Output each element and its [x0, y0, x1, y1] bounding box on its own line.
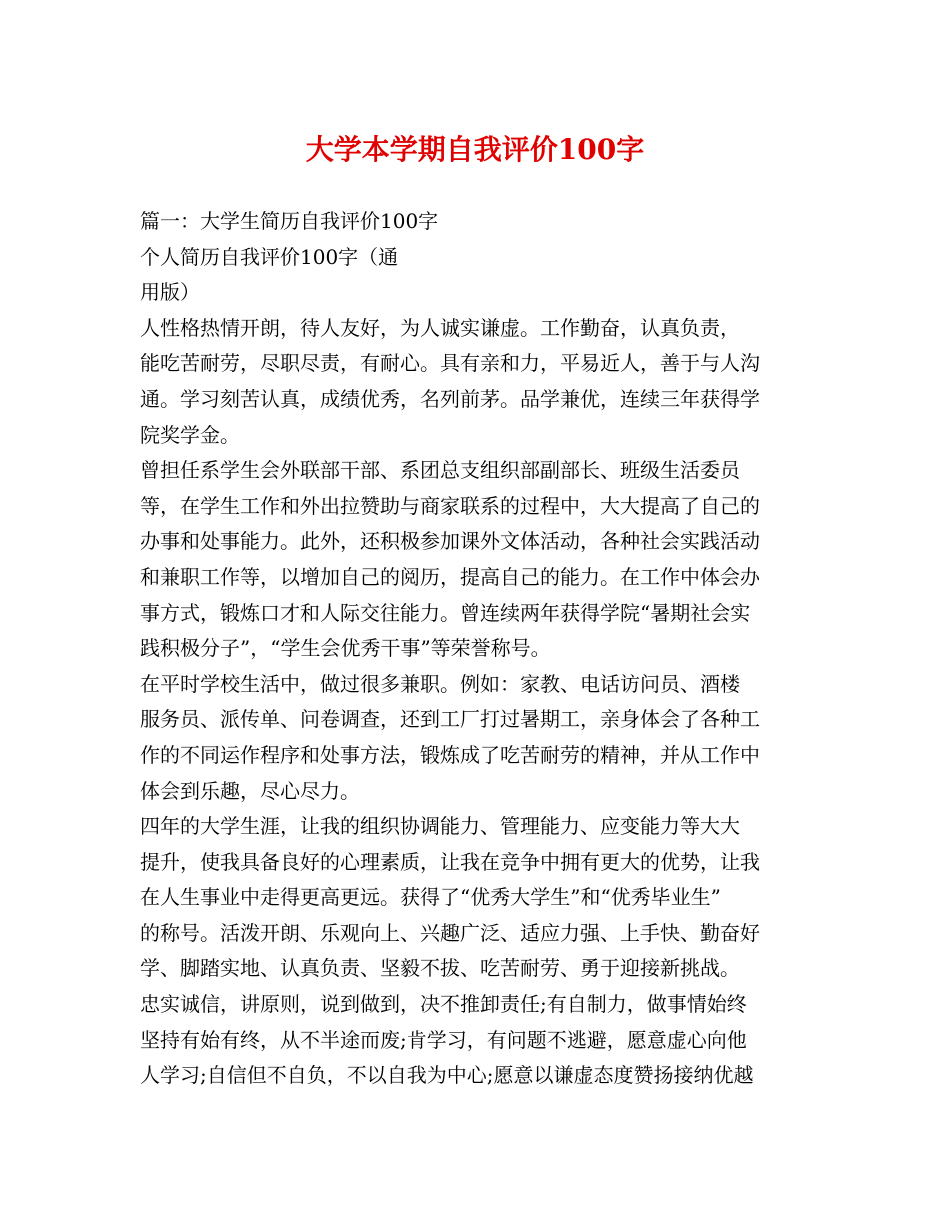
paragraph-line: 体会到乐趣，尽心尽力。 [140, 778, 360, 803]
paragraph-line: 人学习;自信但不自负，不以自我为中心;愿意以谦虚态度赞扬接纳优越 [140, 1063, 754, 1088]
paragraph-line: 能吃苦耐劳，尽职尽责，有耐心。具有亲和力，平易近人，善于与人沟 [140, 351, 760, 376]
paragraph-line: 践积极分子”，“学生会优秀干事”等荣誉称号。 [140, 636, 551, 661]
document-title: 大学本学期自我评价100字 [305, 133, 645, 166]
paragraph-line: 通。学习刻苦认真，成绩优秀，名列前茅。品学兼优，连续三年获得学 [140, 386, 760, 411]
paragraph-line: 作的不同运作程序和处事方法，锻炼成了吃苦耐劳的精神，并从工作中 [140, 742, 760, 767]
section-heading: 篇一：大学生简历自我评价100字 [140, 209, 439, 233]
document-body [140, 204, 816, 1094]
paragraph-line: 提升，使我具备良好的心理素质，让我在竞争中拥有更大的优势，让我 [140, 849, 760, 874]
paragraph-line: 忠实诚信，讲原则，说到做到，决不推卸责任;有自制力，做事情始终 [140, 992, 747, 1017]
paragraph-line: 学、脚踏实地、认真负责、坚毅不拔、吃苦耐劳、勇于迎接新挑战。 [140, 956, 740, 981]
paragraph-line: 等，在学生工作和外出拉赞助与商家联系的过程中，大大提高了自己的 [140, 493, 760, 518]
subheading-line: 用版） [140, 280, 200, 305]
paragraph-line: 的称号。活泼开朗、乐观向上、兴趣广泛、适应力强、上手快、勤奋好 [140, 920, 760, 945]
paragraph-line: 服务员、派传单、问卷调查，还到工厂打过暑期工，亲身体会了各种工 [140, 707, 760, 732]
paragraph-line: 四年的大学生涯，让我的组织协调能力、管理能力、应变能力等大大 [140, 814, 740, 839]
paragraph-line: 在平时学校生活中，做过很多兼职。例如：家教、电话访问员、酒楼 [140, 671, 740, 696]
paragraph-line: 人性格热情开朗，待人友好，为人诚实谦虚。工作勤奋，认真负责， [140, 315, 740, 340]
subheading-line: 个人简历自我评价100字（通 [140, 244, 399, 269]
paragraph-line: 和兼职工作等，以增加自己的阅历，提高自己的能力。在工作中体会办 [140, 564, 760, 589]
paragraph-line: 在人生事业中走得更高更远。获得了“优秀大学生”和“优秀毕业生” [140, 885, 721, 910]
paragraph-line: 曾担任系学生会外联部干部、系团总支组织部副部长、班级生活委员 [140, 458, 740, 483]
paragraph-line: 办事和处事能力。此外，还积极参加课外文体活动，各种社会实践活动 [140, 529, 760, 554]
paragraph-line: 院奖学金。 [140, 422, 240, 447]
paragraph-line: 事方式，锻炼口才和人际交往能力。曾连续两年获得学院“暑期社会实 [140, 600, 751, 625]
paragraph-line: 坚持有始有终，从不半途而废;肯学习，有问题不逃避，愿意虚心向他 [140, 1027, 747, 1052]
